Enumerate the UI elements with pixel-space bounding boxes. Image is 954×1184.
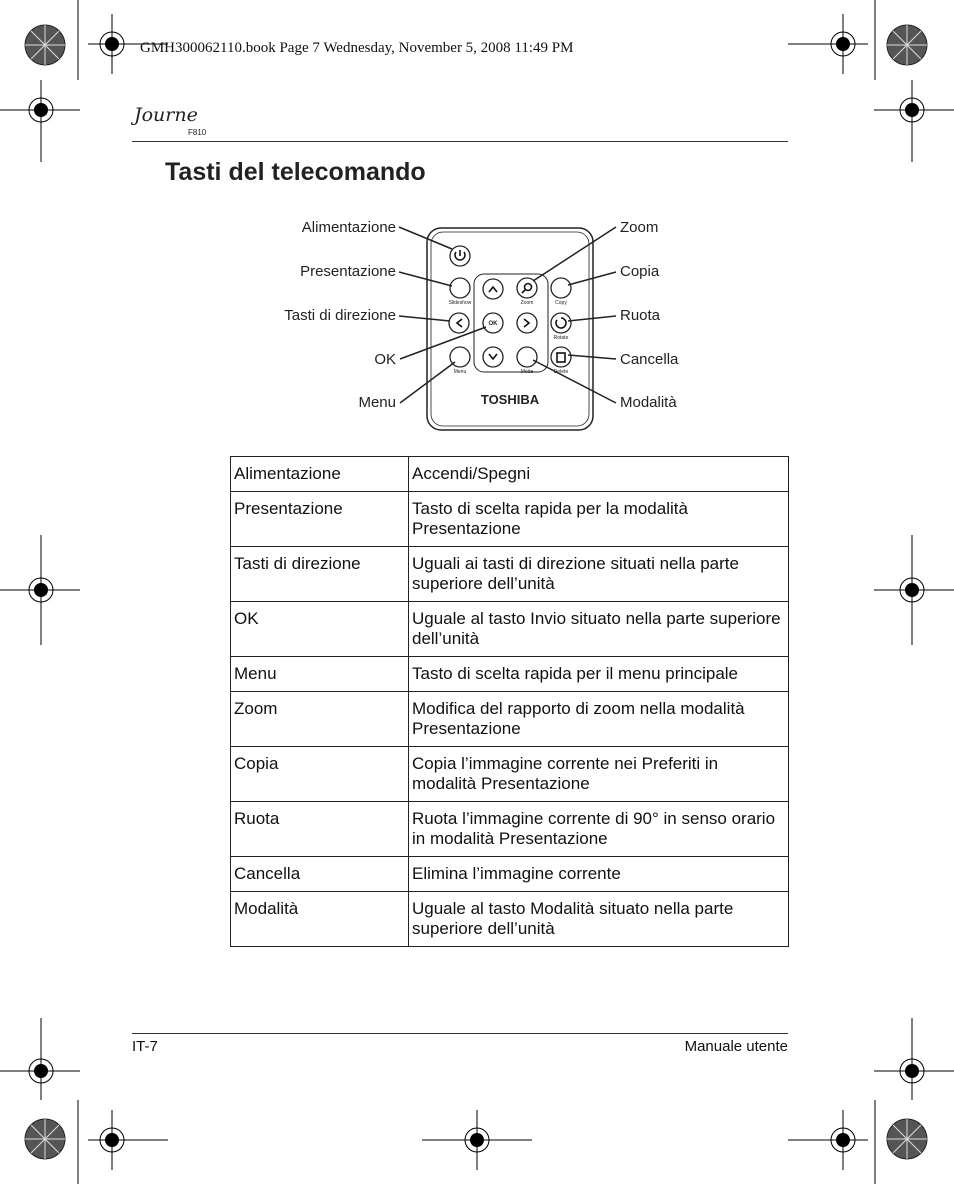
left-button xyxy=(449,313,469,333)
page-number: IT-7 xyxy=(132,1038,158,1055)
remote-label-rotate: Rotate xyxy=(553,335,569,341)
table-desc: Uguale al tasto Modalità situato nella parte superiore dell’unità xyxy=(409,892,789,947)
table-desc: Copia l’immagine corrente nei Preferiti in modalità Presentazione xyxy=(409,747,789,802)
callout-lines xyxy=(399,227,616,403)
table-key: OK xyxy=(231,602,409,657)
table-key: Presentazione xyxy=(231,492,409,547)
table-desc: Accendi/Spegni xyxy=(409,457,789,492)
journe-logo: Journe xyxy=(134,104,198,126)
table-key: Cancella xyxy=(231,857,409,892)
table-row xyxy=(231,547,789,602)
table-row xyxy=(231,892,789,947)
remote-label-copy: Copy xyxy=(555,300,567,306)
page-title: Tasti del telecomando xyxy=(165,158,426,186)
remote-label-ok: OK xyxy=(488,321,498,327)
remote-label-mode: Mode xyxy=(520,369,534,375)
page-info: GMH300062110.book Page 7 Wednesday, November 5, 2008 11:49 PM xyxy=(140,40,574,56)
table-key: Menu xyxy=(231,657,409,692)
table-desc: Uguale al tasto Invio situato nella parte superiore dell’unità xyxy=(409,602,789,657)
table-desc: Elimina l’immagine corrente xyxy=(409,857,789,892)
table-desc: Modifica del rapporto di zoom nella modalità Presentazione xyxy=(409,692,789,747)
table-row xyxy=(231,802,789,857)
mode-button xyxy=(517,347,537,367)
table-row xyxy=(231,657,789,692)
callout-cancella: Cancella xyxy=(620,351,679,368)
table-key: Tasti di direzione xyxy=(231,547,409,602)
table-desc: Tasto di scelta rapida per la modalità Presentazione xyxy=(409,492,789,547)
manual-title: Manuale utente xyxy=(684,1038,788,1055)
callout-tasti-direzione: Tasti di direzione xyxy=(284,307,396,324)
slideshow-button xyxy=(450,278,470,298)
table-key: Zoom xyxy=(231,692,409,747)
callout-menu: Menu xyxy=(358,394,396,411)
table-desc: Tasto di scelta rapida per il menu principale xyxy=(409,657,789,692)
callout-ruota: Ruota xyxy=(620,307,661,324)
table-key: Copia xyxy=(231,747,409,802)
remote-diagram xyxy=(0,0,954,450)
table-key: Alimentazione xyxy=(231,457,409,492)
remote-brand: TOSHIBA xyxy=(480,392,540,407)
table-desc: Ruota l’immagine corrente di 90° in senso orario in modalità Presentazione xyxy=(409,802,789,857)
table-row xyxy=(231,492,789,547)
copy-button xyxy=(551,278,571,298)
table-row xyxy=(231,747,789,802)
callout-presentazione: Presentazione xyxy=(300,263,396,280)
logo-model: F810 xyxy=(188,128,207,137)
down-button xyxy=(483,347,503,367)
callout-copia: Copia xyxy=(620,263,660,280)
table-row xyxy=(231,857,789,892)
table-row xyxy=(231,457,789,492)
table-desc: Uguali ai tasti di direzione situati nella parte superiore dell’unità xyxy=(409,547,789,602)
callout-zoom: Zoom xyxy=(620,219,659,236)
delete-button xyxy=(551,347,571,367)
table-row xyxy=(231,692,789,747)
right-button xyxy=(517,313,537,333)
remote-label-slideshow: Slideshow xyxy=(448,300,472,306)
up-button xyxy=(483,279,503,299)
table-key: Modalità xyxy=(231,892,409,947)
button-function-table xyxy=(230,456,789,947)
callout-alimentazione: Alimentazione xyxy=(301,219,396,236)
remote-label-zoom: Zoom xyxy=(520,300,534,306)
callout-ok: OK xyxy=(374,351,396,368)
table-key: Ruota xyxy=(231,802,409,857)
remote-label-menu: Menu xyxy=(453,369,467,375)
footer-rule xyxy=(132,1033,788,1034)
table-row xyxy=(231,602,789,657)
rotate-button xyxy=(551,313,571,333)
remote-label-delete: Delete xyxy=(553,369,569,375)
callout-modalita: Modalità xyxy=(620,394,677,411)
